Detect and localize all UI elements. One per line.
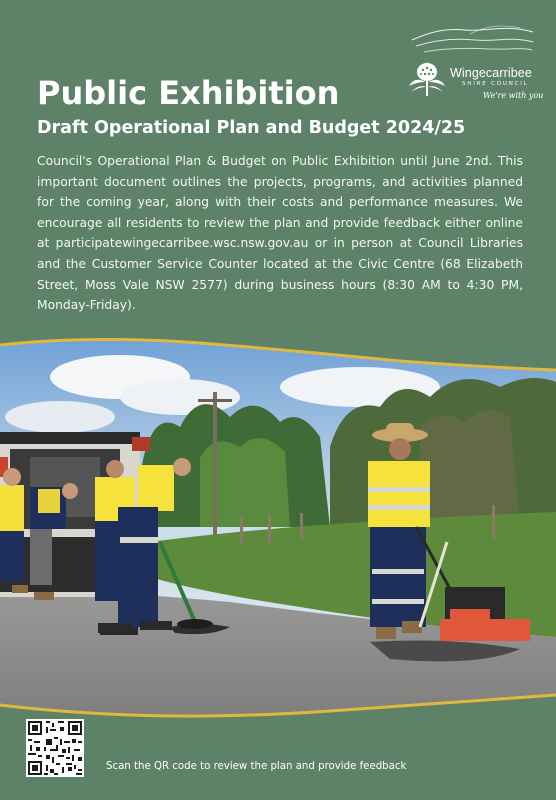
road-repair-photo — [0, 337, 556, 730]
qr-code[interactable] — [26, 719, 84, 777]
logo-name: Wingecarribee — [450, 66, 532, 80]
council-logo[interactable] — [400, 20, 544, 112]
waratah-flower-icon — [405, 56, 449, 100]
logo-tagline: We're with you — [483, 91, 544, 100]
hills-icon — [410, 20, 535, 56]
logo-subname: SHIRE COUNCIL — [462, 81, 529, 87]
qr-caption: Scan the QR code to review the plan and provide feedback — [106, 761, 407, 772]
page-title: Public Exhibition — [37, 74, 340, 112]
body-paragraph: Council's Operational Plan & Budget on Public Exhibition until June 2nd. This important document outlines the projects, programs, and activities planned for the coming year, along with their costs and performance measures. We encourage all residents to review the plan and provide feedback either online at participatewingecarribee.wsc.nsw.gov.au or in person at Council Libraries and the Customer Service Counter located at the Civic Centre (68 Elizabeth Street, Moss Vale NSW 2577) during business hours (8:30 AM to 4:30 PM, Monday-Friday). — [37, 154, 523, 313]
page-subtitle: Draft Operational Plan and Budget 2024/25 — [37, 118, 466, 138]
